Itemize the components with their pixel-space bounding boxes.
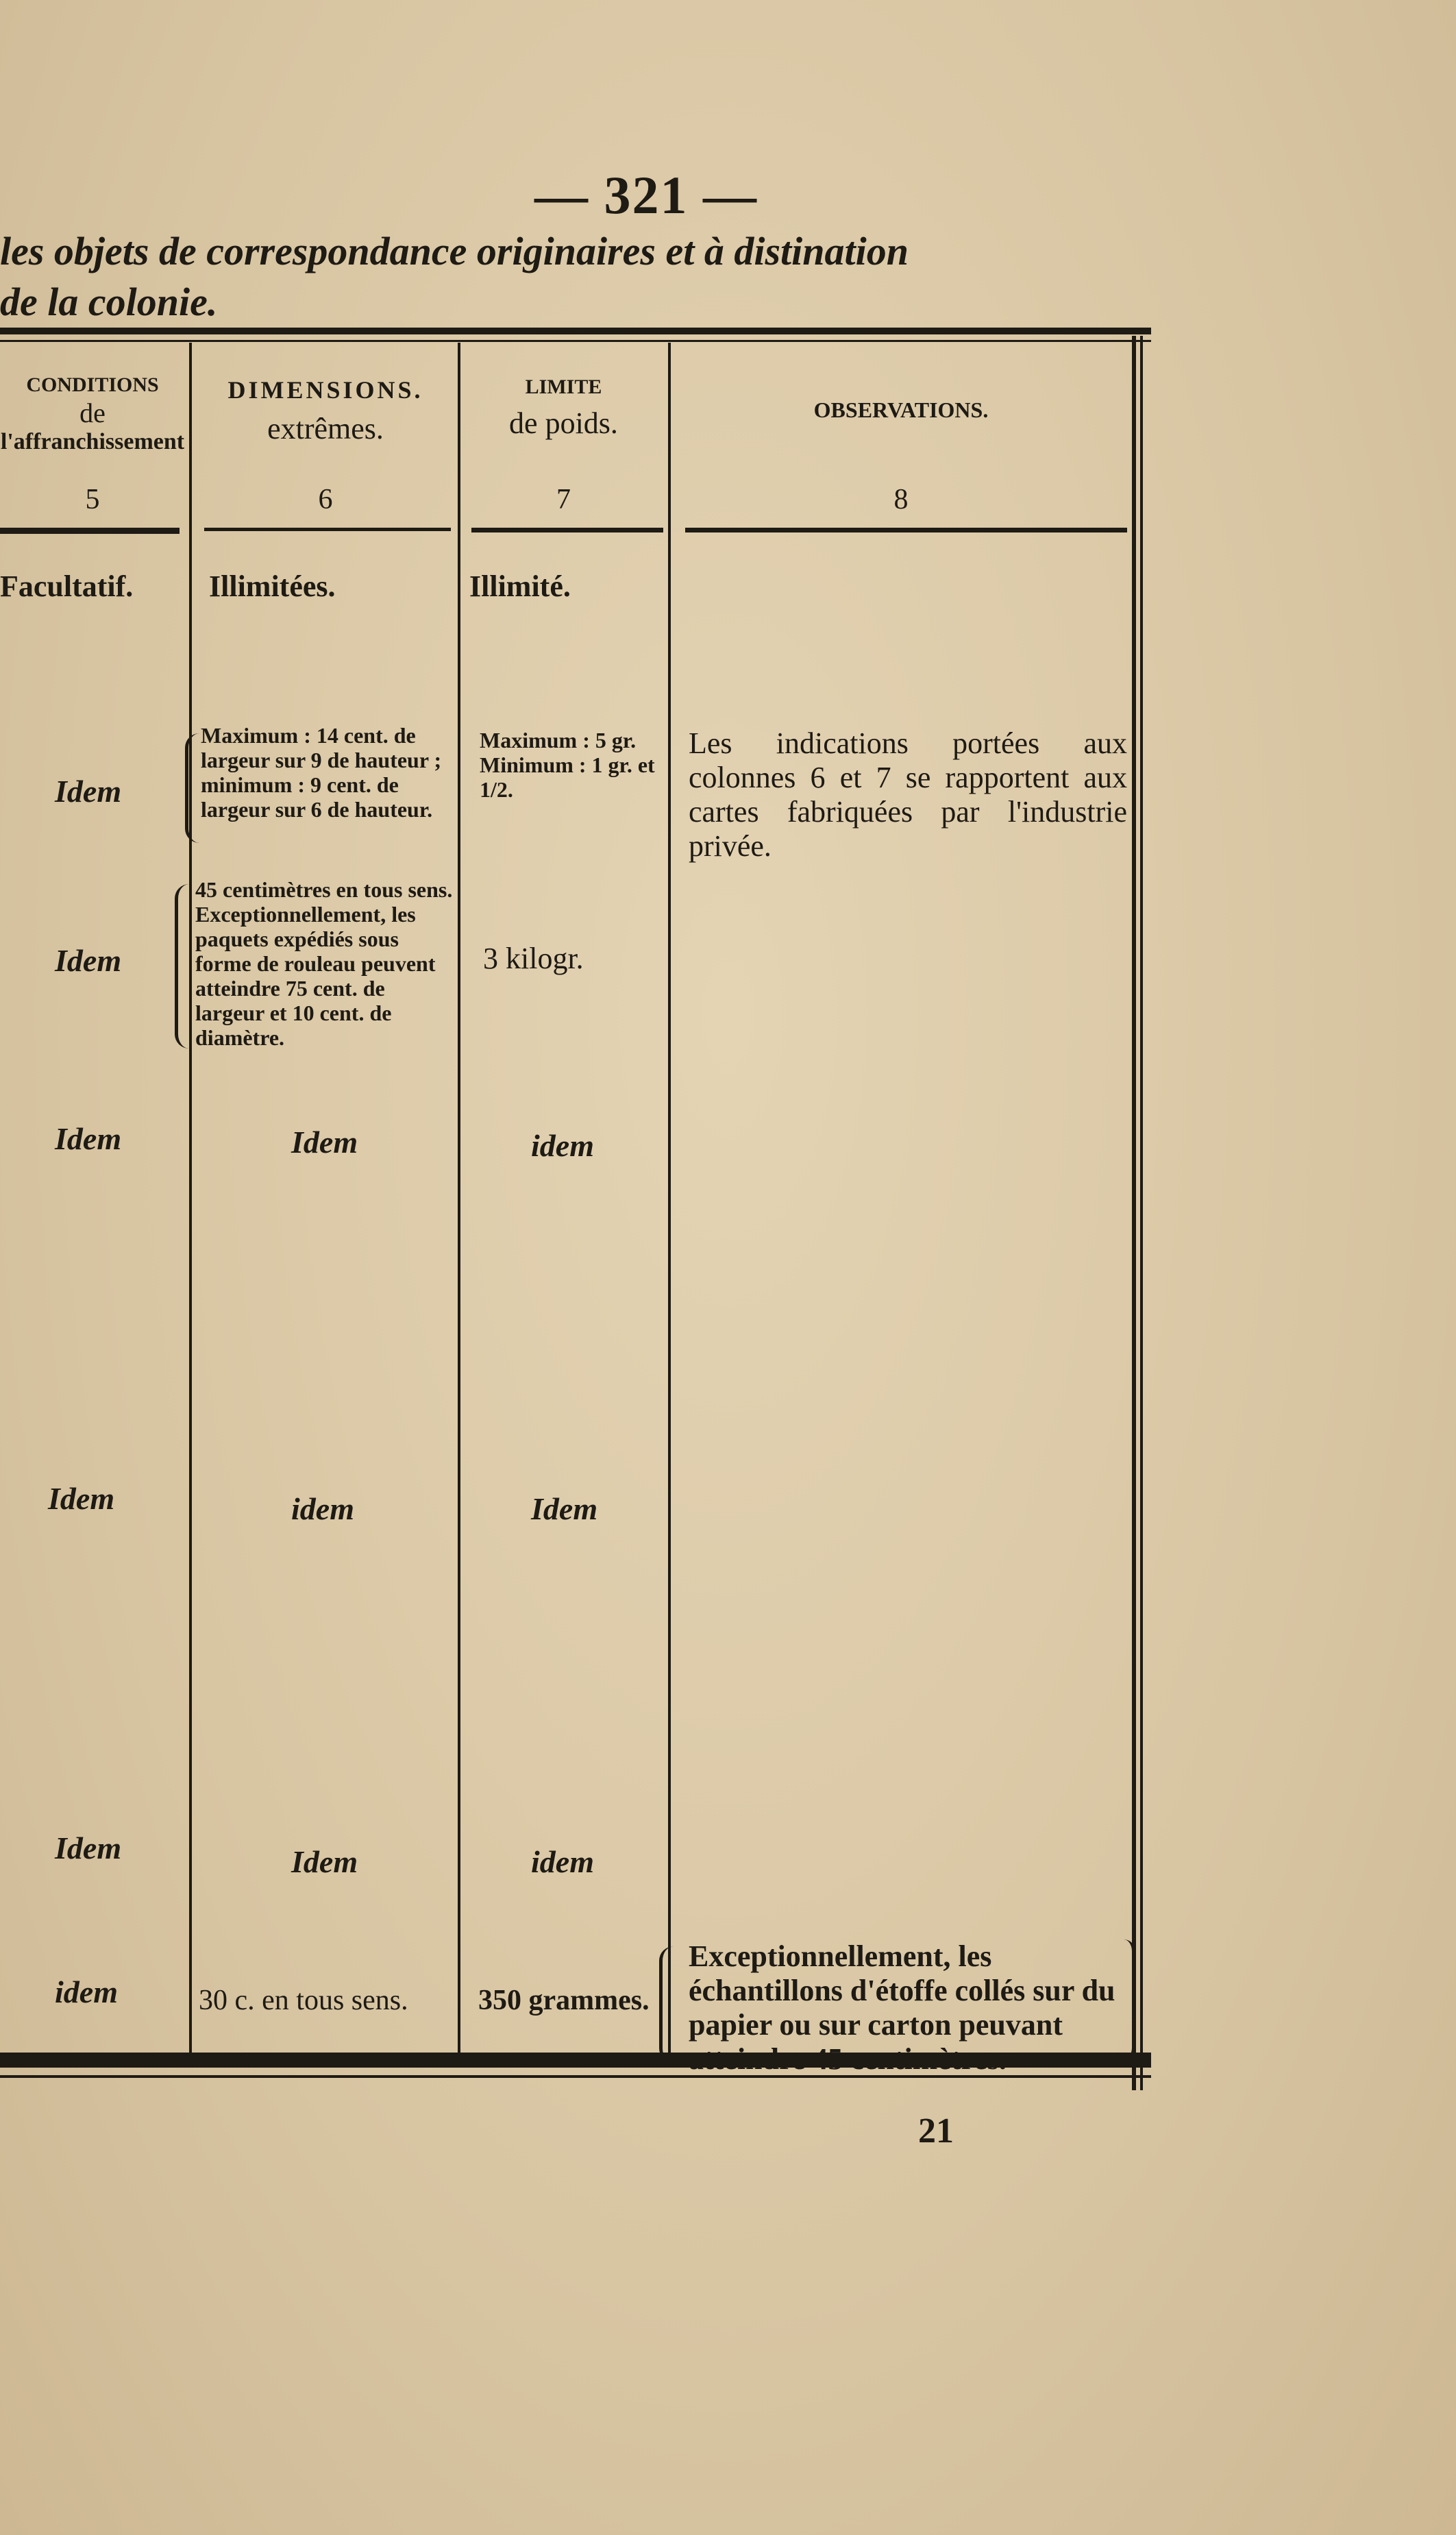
top-rule	[0, 328, 1151, 334]
col8-header: OBSERVATIONS.	[813, 397, 989, 422]
signature-mark: 21	[918, 2111, 954, 2151]
header-rule-7	[471, 528, 663, 532]
right-frame	[1132, 336, 1136, 2090]
col5-number: 5	[85, 484, 100, 515]
col6-number: 6	[318, 484, 333, 515]
col5-title-1: CONDITIONS	[26, 373, 159, 396]
row7-poids: 350 grammes.	[478, 1985, 650, 2016]
row3-poids: 3 kilogr.	[483, 942, 584, 975]
row6-poids: idem	[531, 1844, 594, 1879]
row3-dimensions: 45 centimètres en tous sens. Exceptionnellement, les paquets expédiés sous forme de rouleau peuvent atteindre 75 cent. de largeur et 10 cent. de diamètre.	[195, 877, 453, 1050]
row2-poids: Maximum : 5 gr. Minimum : 1 gr. et 1/2.	[480, 728, 655, 802]
row7-dimensions: 30 c. en tous sens.	[199, 1985, 408, 2016]
row2-conditions: Idem	[55, 774, 122, 809]
row5-dimensions: idem	[291, 1491, 354, 1526]
row7-brace	[659, 1946, 674, 2063]
header-rule-5	[0, 528, 180, 534]
col5-title-3: l'affranchissement	[0, 429, 185, 454]
row4-poids: idem	[531, 1128, 594, 1163]
right-frame-2	[1140, 336, 1143, 2090]
divider-1	[189, 343, 192, 2053]
divider-2	[458, 343, 460, 2053]
header-rule-6	[204, 528, 451, 531]
row5-poids: Idem	[531, 1491, 598, 1526]
top-rule-thin	[0, 340, 1151, 342]
row1-poids: Illimité.	[469, 570, 571, 603]
row2-brace	[185, 733, 199, 843]
row7-conditions: idem	[55, 1974, 118, 2009]
col7-header	[462, 376, 665, 441]
row1-conditions: Facultatif.	[0, 570, 134, 603]
row6-conditions: Idem	[55, 1830, 122, 1865]
page-heading	[0, 226, 1096, 328]
row4-conditions: Idem	[55, 1121, 122, 1156]
row3-conditions: Idem	[55, 943, 122, 978]
header-rule-8	[685, 528, 1127, 532]
row1-dimensions: Illimitées.	[209, 570, 336, 603]
row2-dimensions: Maximum : 14 cent. de largeur sur 9 de hauteur ; minimum : 9 cent. de largeur sur 6 de hauteur.	[201, 723, 442, 822]
row3-brace	[175, 884, 189, 1049]
row6-dimensions: Idem	[291, 1844, 358, 1879]
col5-title-2: de	[79, 397, 106, 428]
row7-brace-right	[1124, 1939, 1135, 2059]
col7-title-2: de poids.	[509, 406, 618, 440]
col6-title-1: DIMENSIONS.	[227, 376, 423, 404]
row2-observations: Les indications portées aux colonnes 6 et 7 se rapportent aux cartes fabriquées par l'industrie privée.	[689, 726, 1127, 863]
divider-3	[668, 343, 671, 2053]
page-number: — 321 —	[534, 165, 758, 225]
col6-header	[195, 376, 456, 446]
col5-header	[0, 373, 185, 455]
col7-title-1: LIMITE	[525, 376, 602, 398]
col8-number: 8	[893, 484, 909, 515]
row4-dimensions: Idem	[291, 1125, 358, 1160]
heading-line-2: de la colonie.	[0, 280, 218, 324]
row7-observations: Exceptionnellement, les échantillons d'étoffe collés sur du papier ou sur carton peuvant atteindre 45 centimètres.	[689, 1939, 1115, 2076]
heading-line-1: les objets de correspondance originaires et à distination	[0, 229, 909, 273]
col6-title-2: extrêmes.	[267, 412, 384, 445]
col7-number: 7	[556, 484, 571, 515]
row5-conditions: Idem	[48, 1481, 115, 1516]
